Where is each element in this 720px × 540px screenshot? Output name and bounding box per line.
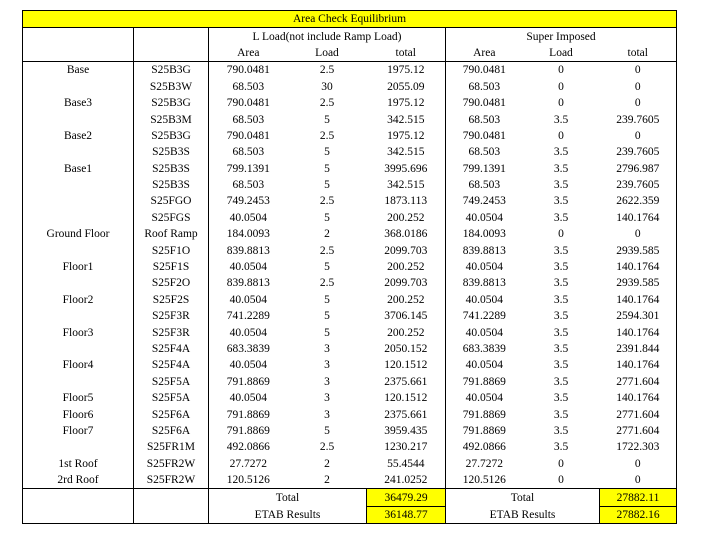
super-area-cell: 40.0504 xyxy=(446,324,523,340)
member-code-cell: S25B3S xyxy=(134,177,209,193)
load-cell: 2.5 xyxy=(319,441,335,454)
level-cell: Floor4 xyxy=(23,357,134,373)
table-row xyxy=(23,144,677,160)
super-load-cell: 3.5 xyxy=(553,326,569,339)
group-header-row xyxy=(23,28,677,45)
total-cell: 1873.113 xyxy=(384,195,428,208)
total-cell: 3995.696 xyxy=(384,162,428,175)
super-load-cell: 3.5 xyxy=(553,179,569,192)
member-code-cell: S25F5A xyxy=(134,390,209,406)
area-cell: 40.0504 xyxy=(209,357,288,373)
level-cell: 1st Roof xyxy=(23,456,134,472)
area-cell: 683.3839 xyxy=(209,341,288,357)
member-code-cell: S25F1S xyxy=(134,259,209,275)
total-cell: 2099.703 xyxy=(384,277,428,290)
member-code-cell: S25B3W xyxy=(134,79,209,95)
load-cell: 3 xyxy=(324,392,330,405)
area-cell: 68.503 xyxy=(209,111,288,127)
super-area-cell: 683.3839 xyxy=(446,341,523,357)
level-cell: Ground Floor xyxy=(23,226,134,242)
table-row xyxy=(23,177,677,193)
super-total-cell: 2771.604 xyxy=(600,374,677,390)
total-cell: 2375.661 xyxy=(384,408,428,421)
member-code-cell: S25FR2W xyxy=(134,456,209,472)
table-row xyxy=(23,161,677,177)
super-area-cell: 839.8813 xyxy=(446,242,523,258)
super-area-cell: 27.7272 xyxy=(446,456,523,472)
member-code-cell: S25F6A xyxy=(134,423,209,439)
load-cell: 2.5 xyxy=(319,97,335,110)
area-cell: 839.8813 xyxy=(209,242,288,258)
member-code-cell: S25B3S xyxy=(134,144,209,160)
level-cell xyxy=(23,242,134,258)
total-cell: 1975.12 xyxy=(387,129,425,142)
total-cell: 2055.09 xyxy=(387,80,425,93)
member-code-cell: S25F6A xyxy=(134,406,209,422)
super-load-cell: 3.5 xyxy=(553,424,569,437)
super-total-cell: 2771.604 xyxy=(600,406,677,422)
member-code-cell: S25F4A xyxy=(134,357,209,373)
level-cell xyxy=(23,341,134,357)
member-code-cell: S25F3R xyxy=(134,324,209,340)
super-area-cell: 790.0481 xyxy=(446,128,523,144)
member-code-cell: S25FGS xyxy=(134,210,209,226)
member-code-cell: S25F2S xyxy=(134,292,209,308)
live-total-label: Total xyxy=(209,489,367,506)
table-row xyxy=(23,95,677,111)
level-cell: Floor2 xyxy=(23,292,134,308)
member-code-cell: S25FGO xyxy=(134,193,209,209)
super-area-cell: 799.1391 xyxy=(446,161,523,177)
super-area-cell: 790.0481 xyxy=(446,62,523,79)
level-cell: Floor1 xyxy=(23,259,134,275)
area-cell: 68.503 xyxy=(209,144,288,160)
super-total-cell: 1722.303 xyxy=(600,439,677,455)
load-header: Load xyxy=(315,46,339,59)
table-row xyxy=(23,456,677,472)
super-area-cell: 40.0504 xyxy=(446,292,523,308)
load-cell: 5 xyxy=(324,113,330,126)
load-cell: 3 xyxy=(324,343,330,355)
total-cell: 3959.435 xyxy=(384,424,428,437)
total-cell: 342.515 xyxy=(387,179,425,192)
total-cell: 200.252 xyxy=(387,293,425,306)
load-cell: 3 xyxy=(324,408,330,421)
super-imposed-header: Super Imposed xyxy=(446,28,677,45)
super-total-cell: 2939.585 xyxy=(600,275,677,291)
super-area-cell: 791.8869 xyxy=(446,406,523,422)
area-cell: 790.0481 xyxy=(209,128,288,144)
area-cell: 791.8869 xyxy=(209,374,288,390)
super-area-cell: 749.2453 xyxy=(446,193,523,209)
table-row xyxy=(23,79,677,95)
super-area-cell: 741.2289 xyxy=(446,308,523,324)
level-cell xyxy=(23,193,134,209)
level-cell: 2rd Roof xyxy=(23,472,134,489)
title-row xyxy=(23,11,677,28)
member-code-cell: S25B3G xyxy=(134,62,209,79)
super-area-cell: 790.0481 xyxy=(446,95,523,111)
super-area-cell: 68.503 xyxy=(446,177,523,193)
load-cell: 2.5 xyxy=(319,195,335,208)
area-cell: 40.0504 xyxy=(209,390,288,406)
super-total-cell: 2594.301 xyxy=(600,308,677,324)
super-total-cell: 2391.844 xyxy=(600,341,677,357)
table-row xyxy=(23,341,677,357)
table-row xyxy=(23,423,677,439)
area-cell: 790.0481 xyxy=(209,62,288,79)
super-area-cell: 40.0504 xyxy=(446,210,523,226)
super-area-cell: 791.8869 xyxy=(446,374,523,390)
super-load-cell: 3.5 xyxy=(553,211,569,224)
member-code-cell: S25B3M xyxy=(134,111,209,127)
super-total-cell: 140.1764 xyxy=(600,390,677,406)
super-total-cell: 140.1764 xyxy=(600,259,677,275)
level-cell: Base2 xyxy=(23,128,134,144)
load-cell: 3 xyxy=(324,375,330,388)
super-total-cell: 140.1764 xyxy=(600,357,677,373)
level-cell xyxy=(23,308,134,324)
table-row xyxy=(23,210,677,226)
super-area-header: Area xyxy=(446,45,523,62)
total-cell: 342.515 xyxy=(387,113,425,126)
area-cell: 40.0504 xyxy=(209,259,288,275)
area-cell: 839.8813 xyxy=(209,275,288,291)
total-header: total xyxy=(395,46,416,59)
level-cell xyxy=(23,275,134,291)
super-total-cell: 140.1764 xyxy=(600,324,677,340)
column-header-row xyxy=(23,45,677,62)
table-row xyxy=(23,324,677,340)
area-cell: 749.2453 xyxy=(209,193,288,209)
super-total-cell: 0 xyxy=(600,226,677,242)
super-total-cell: 140.1764 xyxy=(600,210,677,226)
super-total-cell: 2771.604 xyxy=(600,423,677,439)
table-row xyxy=(23,226,677,242)
total-cell: 368.0186 xyxy=(384,228,428,241)
total-cell: 120.1512 xyxy=(384,392,428,405)
load-cell: 5 xyxy=(324,261,330,274)
level-cell: Floor7 xyxy=(23,423,134,439)
level-cell: Base xyxy=(23,62,134,79)
load-cell: 5 xyxy=(324,162,330,175)
area-cell: 791.8869 xyxy=(209,423,288,439)
table-row xyxy=(23,406,677,422)
load-cell: 5 xyxy=(324,146,330,159)
area-cell: 184.0093 xyxy=(209,226,288,242)
load-cell: 2.5 xyxy=(319,244,335,257)
table-row xyxy=(23,111,677,127)
total-cell: 55.4544 xyxy=(387,457,425,470)
load-cell: 5 xyxy=(324,424,330,437)
area-check-table xyxy=(22,10,677,524)
level-cell xyxy=(23,177,134,193)
total-cell: 2375.661 xyxy=(384,375,428,388)
load-cell: 5 xyxy=(324,211,330,224)
super-load-cell: 0 xyxy=(558,129,564,142)
super-total-cell: 2622.359 xyxy=(600,193,677,209)
super-load-cell: 0 xyxy=(558,80,564,93)
load-cell: 2 xyxy=(324,457,330,470)
table-row xyxy=(23,439,677,455)
super-area-cell: 839.8813 xyxy=(446,275,523,291)
super-total-cell: 239.7605 xyxy=(600,144,677,160)
super-etab-value: 27882.16 xyxy=(600,506,677,523)
level-cell: Base1 xyxy=(23,161,134,177)
load-cell: 5 xyxy=(324,326,330,339)
super-area-cell: 68.503 xyxy=(446,111,523,127)
super-area-cell: 791.8869 xyxy=(446,423,523,439)
total-cell: 241.0252 xyxy=(384,474,428,487)
super-area-cell: 40.0504 xyxy=(446,357,523,373)
total-cell: 2050.152 xyxy=(384,343,428,355)
table-row xyxy=(23,357,677,373)
super-load-cell: 3.5 xyxy=(553,261,569,274)
super-total-cell: 0 xyxy=(600,472,677,489)
load-cell: 2.5 xyxy=(319,277,335,290)
super-load-cell: 0 xyxy=(523,62,600,79)
super-total-cell: 0 xyxy=(600,62,677,79)
super-load-cell: 0 xyxy=(558,228,564,241)
super-total-cell: 2939.585 xyxy=(600,242,677,258)
level-cell: Floor3 xyxy=(23,324,134,340)
load-cell: 2 xyxy=(324,474,330,487)
super-load-cell: 3.5 xyxy=(553,441,569,454)
total-cell: 342.515 xyxy=(387,146,425,159)
table-row xyxy=(23,374,677,390)
load-cell: 5 xyxy=(324,293,330,306)
total-cell: 120.1512 xyxy=(384,359,428,372)
super-load-cell: 0 xyxy=(558,457,564,470)
level-cell xyxy=(23,79,134,95)
load-cell: 3 xyxy=(324,359,330,372)
table-row xyxy=(23,128,677,144)
total-cell: 1230.217 xyxy=(384,441,428,454)
super-load-cell: 3.5 xyxy=(553,195,569,208)
area-cell: 799.1391 xyxy=(209,161,288,177)
member-code-cell: S25FR2W xyxy=(134,472,209,489)
live-load-header: L Load(not include Ramp Load) xyxy=(209,28,446,45)
table-row xyxy=(23,308,677,324)
super-load-cell: 3.5 xyxy=(553,408,569,421)
super-total-cell: 0 xyxy=(600,95,677,111)
super-total-cell: 239.7605 xyxy=(600,111,677,127)
super-total-value: 27882.11 xyxy=(600,489,677,506)
area-cell: 68.503 xyxy=(209,79,288,95)
total-cell: 2099.703 xyxy=(384,244,428,257)
super-load-cell: 3.5 xyxy=(553,343,569,355)
area-cell: 40.0504 xyxy=(209,292,288,308)
super-total-header: total xyxy=(600,45,677,62)
footer-etab-row xyxy=(23,506,677,523)
super-load-cell: 3.5 xyxy=(553,162,569,175)
member-code-cell: S25B3G xyxy=(134,95,209,111)
super-area-cell: 68.503 xyxy=(446,79,523,95)
member-code-cell: S25B3S xyxy=(134,161,209,177)
super-load-cell: 3.5 xyxy=(553,375,569,388)
table-row xyxy=(23,390,677,406)
level-cell xyxy=(23,144,134,160)
member-code-cell: S25F2O xyxy=(134,275,209,291)
area-cell: 27.7272 xyxy=(209,456,288,472)
super-load-cell: 0 xyxy=(558,474,564,487)
level-cell: Floor5 xyxy=(23,390,134,406)
super-total-cell: 0 xyxy=(600,128,677,144)
super-area-cell: 68.503 xyxy=(446,144,523,160)
super-area-cell: 184.0093 xyxy=(446,226,523,242)
super-load-cell: 3.5 xyxy=(553,293,569,306)
area-cell: 40.0504 xyxy=(209,210,288,226)
load-cell: 30 xyxy=(321,80,333,93)
footer-total-row xyxy=(23,489,677,506)
member-code-cell: S25F3R xyxy=(134,308,209,324)
area-cell: 791.8869 xyxy=(209,406,288,422)
area-cell: 40.0504 xyxy=(209,324,288,340)
member-code-cell: S25B3G xyxy=(134,128,209,144)
total-cell: 1975.12 xyxy=(367,62,446,79)
super-area-cell: 120.5126 xyxy=(446,472,523,489)
area-cell: 790.0481 xyxy=(209,95,288,111)
super-load-cell: 3.5 xyxy=(553,359,569,372)
area-cell: 68.503 xyxy=(209,177,288,193)
super-load-cell: 3.5 xyxy=(553,277,569,290)
table-row xyxy=(23,62,677,79)
table-title: Area Check Equilibrium xyxy=(23,11,677,28)
table-row xyxy=(23,193,677,209)
area-cell: 492.0866 xyxy=(209,439,288,455)
table-row xyxy=(23,242,677,258)
load-cell: 2.5 xyxy=(288,62,367,79)
table-row xyxy=(23,472,677,489)
total-cell: 1975.12 xyxy=(387,97,425,110)
level-cell: Base3 xyxy=(23,95,134,111)
level-cell xyxy=(23,111,134,127)
super-etab-label: ETAB Results xyxy=(446,506,600,523)
table-row xyxy=(23,292,677,308)
super-area-cell: 40.0504 xyxy=(446,390,523,406)
super-area-cell: 40.0504 xyxy=(446,259,523,275)
live-total-value: 36479.29 xyxy=(367,489,446,506)
member-code-cell: Roof Ramp xyxy=(134,226,209,242)
member-code-cell: S25F4A xyxy=(134,341,209,357)
super-load-cell: 3.5 xyxy=(553,310,569,323)
member-code-cell: S25FR1M xyxy=(134,439,209,455)
load-cell: 2 xyxy=(324,228,330,241)
table-row xyxy=(23,259,677,275)
level-cell xyxy=(23,374,134,390)
total-cell: 200.252 xyxy=(387,261,425,274)
super-load-cell: 3.5 xyxy=(553,244,569,257)
area-header: Area xyxy=(209,45,288,62)
table-row xyxy=(23,275,677,291)
load-cell: 5 xyxy=(324,310,330,323)
super-total-cell: 239.7605 xyxy=(600,177,677,193)
level-cell: Floor6 xyxy=(23,406,134,422)
super-total-label: Total xyxy=(446,489,600,506)
super-total-cell: 140.1764 xyxy=(600,292,677,308)
level-cell xyxy=(23,210,134,226)
total-cell: 200.252 xyxy=(387,326,425,339)
load-cell: 5 xyxy=(324,179,330,192)
super-total-cell: 2796.987 xyxy=(600,161,677,177)
live-etab-label: ETAB Results xyxy=(209,506,367,523)
area-cell: 741.2289 xyxy=(209,308,288,324)
member-code-cell: S25F1O xyxy=(134,242,209,258)
super-area-cell: 492.0866 xyxy=(446,439,523,455)
super-load-cell: 3.5 xyxy=(553,146,569,159)
super-total-cell: 0 xyxy=(600,456,677,472)
super-total-cell: 0 xyxy=(600,79,677,95)
super-load-cell: 0 xyxy=(558,97,564,110)
total-cell: 200.252 xyxy=(387,211,425,224)
super-load-cell: 3.5 xyxy=(553,392,569,405)
super-load-cell: 3.5 xyxy=(553,113,569,126)
load-cell: 2.5 xyxy=(319,129,335,142)
level-cell xyxy=(23,439,134,455)
member-code-cell: S25F5A xyxy=(134,374,209,390)
live-etab-value: 36148.77 xyxy=(367,506,446,523)
total-cell: 3706.145 xyxy=(384,310,428,323)
super-load-header: Load xyxy=(549,46,573,59)
area-cell: 120.5126 xyxy=(209,472,288,489)
